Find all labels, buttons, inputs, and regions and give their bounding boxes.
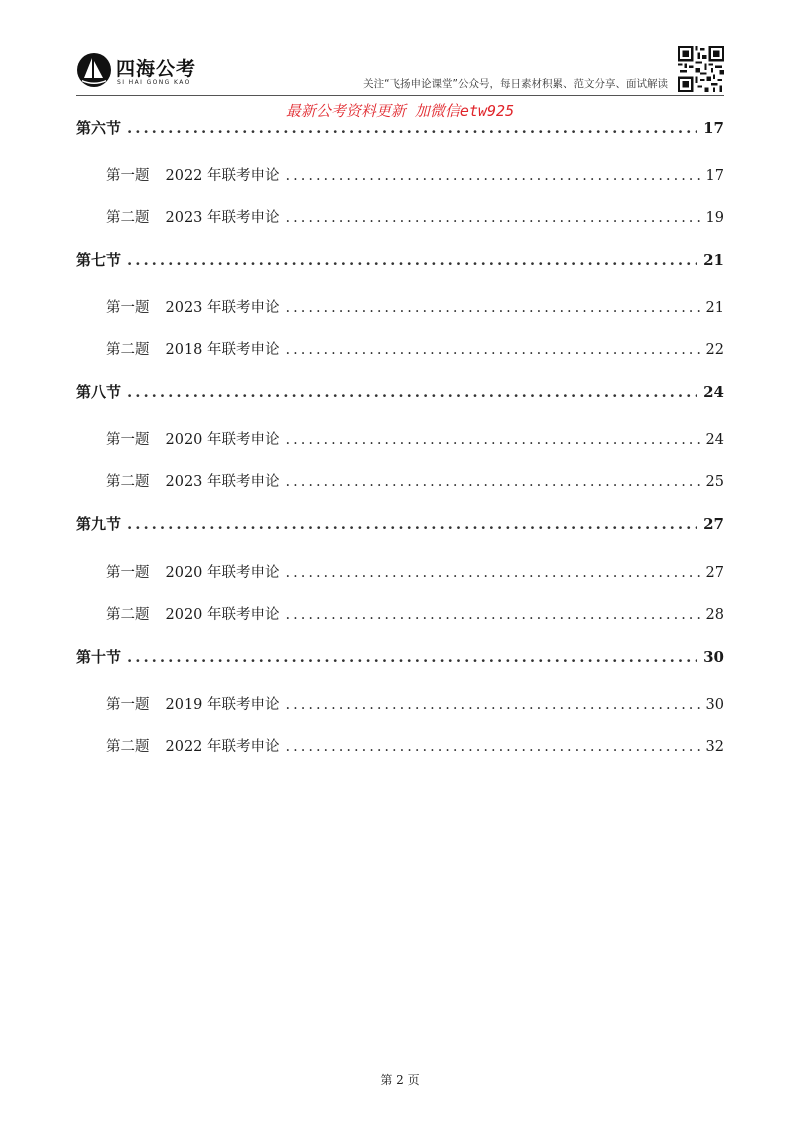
toc-item-number: 第一题 [106,697,150,713]
toc-item-title: 2018 年联考申论 [165,342,280,358]
toc-item[interactable] [106,428,724,452]
toc-section-title: 第八节 [76,383,122,401]
toc-leader [127,119,697,137]
toc-leader [286,607,700,623]
toc-page-number: 30 [705,697,724,713]
toc-item-title: 2023 年联考申论 [165,300,280,316]
toc-leader [286,168,700,184]
toc-section[interactable] [76,646,724,670]
toc-item-number: 第二题 [106,739,150,755]
toc-leader [286,565,700,581]
toc-page-number: 28 [705,607,724,623]
toc-page-number: 24 [703,383,724,401]
toc-item-title: 2023 年联考申论 [165,474,280,490]
page-number-footer: 第 2 页 [380,1073,420,1087]
toc-item-title: 2020 年联考申论 [165,565,280,581]
toc-section-title: 第六节 [76,119,122,137]
toc-page-number: 24 [705,432,724,448]
toc-section-title: 第九节 [76,515,122,533]
toc-page-number: 30 [703,648,724,666]
toc-page-number: 32 [705,739,724,755]
brand-subtitle: SI HAI GONG KAO [117,79,191,86]
toc-leader [127,515,697,533]
update-notice: 最新公考资料更新 加微信etw925 [285,102,515,120]
toc-page-number: 17 [703,119,724,137]
toc-leader [127,251,697,269]
toc-item-number: 第一题 [106,300,150,316]
header-slogan: 关注“飞扬申论课堂”公众号，每日素材积累、范文分享、面试解读 [363,78,668,90]
toc-page-number: 22 [705,342,724,358]
toc-item-number: 第一题 [106,565,150,581]
toc-item[interactable] [106,735,724,759]
toc-item-number: 第二题 [106,342,150,358]
toc-section[interactable] [76,381,724,405]
toc-item[interactable] [106,164,724,188]
toc-item-title: 2022 年联考申论 [165,168,280,184]
toc-section[interactable] [76,249,724,273]
toc-item[interactable] [106,693,724,717]
toc-item-title: 2020 年联考申论 [165,432,280,448]
toc-item[interactable] [106,338,724,362]
toc-leader [286,300,700,316]
toc-item-title: 2019 年联考申论 [165,697,280,713]
toc-item-number: 第二题 [106,474,150,490]
toc-item-number: 第二题 [106,607,150,623]
toc-item-number: 第二题 [106,210,150,226]
toc-item-title: 2020 年联考申论 [165,607,280,623]
toc-item-number: 第一题 [106,432,150,448]
toc-section[interactable] [76,513,724,537]
toc-leader [286,210,700,226]
toc-leader [127,648,697,666]
toc-leader [127,383,697,401]
toc-section-title: 第七节 [76,251,122,269]
toc-leader [286,432,700,448]
toc-item[interactable] [106,603,724,627]
toc-item[interactable] [106,470,724,494]
toc-leader [286,474,700,490]
toc-page-number: 27 [703,515,724,533]
toc-page-number: 21 [703,251,724,269]
toc-item-title: 2023 年联考申论 [165,210,280,226]
brand-name: 四海公考 [116,58,197,80]
toc-item[interactable] [106,206,724,230]
toc-item-title: 2022 年联考申论 [165,739,280,755]
toc-section[interactable] [76,117,724,141]
toc-leader [286,697,700,713]
toc-page-number: 17 [705,168,724,184]
toc-item[interactable] [106,561,724,585]
toc-page-number: 21 [705,300,724,316]
toc-leader [286,739,700,755]
toc-item-number: 第一题 [106,168,150,184]
toc-page-number: 27 [705,565,724,581]
toc-leader [286,342,700,358]
toc-item[interactable] [106,296,724,320]
toc-section-title: 第十节 [76,648,122,666]
toc-page-number: 19 [705,210,724,226]
toc-page-number: 25 [705,474,724,490]
